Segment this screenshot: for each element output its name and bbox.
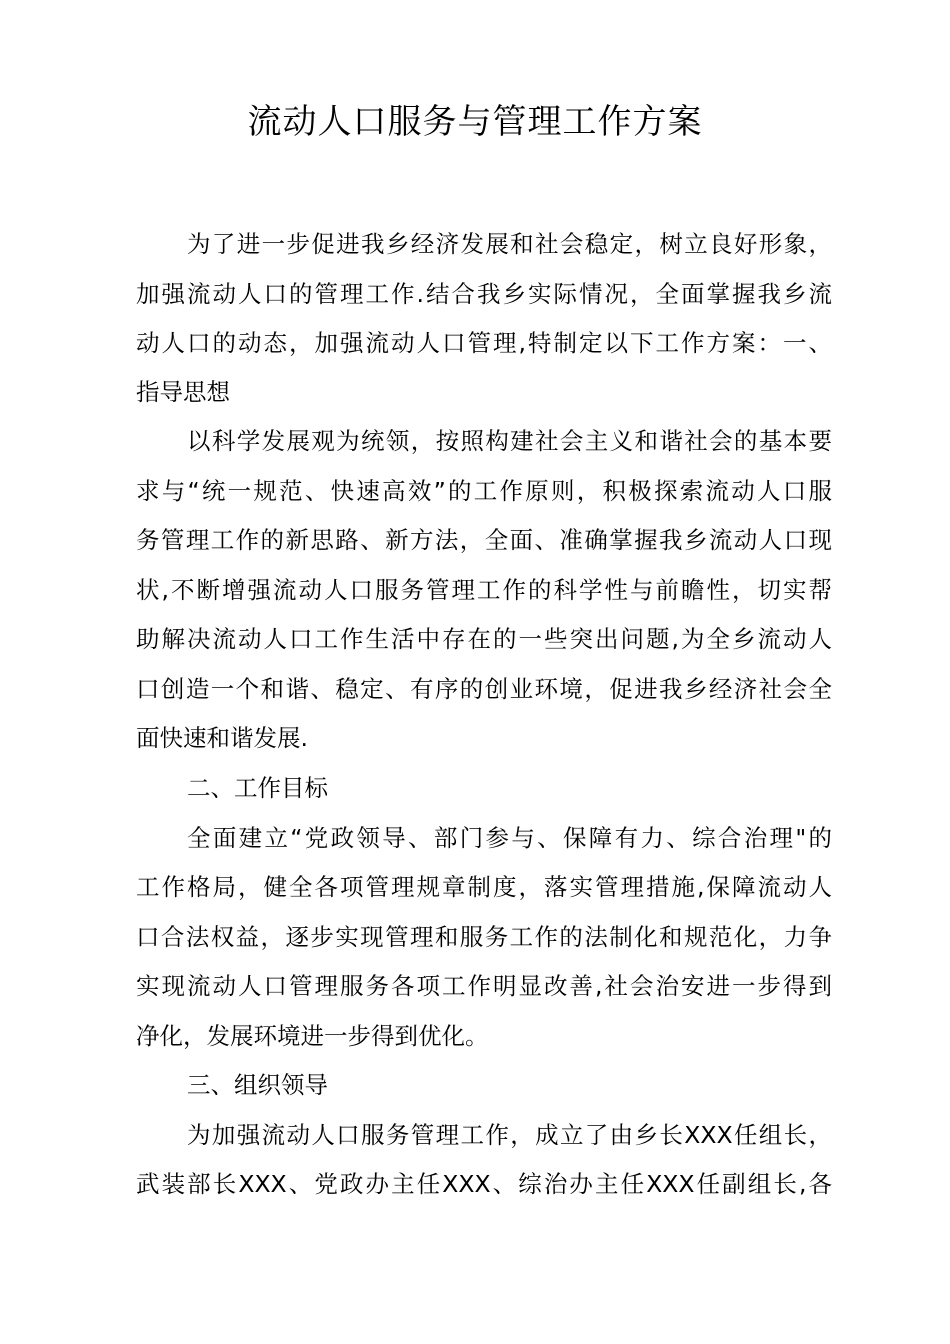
paragraph-line: 净化，发展环境进一步得到优化。 (136, 1022, 489, 1050)
paragraph-line: 工作格局，健全各项管理规章制度，落实管理措施,保障流动人 (136, 873, 832, 901)
paragraph-line: 动人口的动态，加强流动人口管理,特制定以下工作方案：一、 (136, 329, 832, 357)
paragraph-line: 助解决流动人口工作生活中存在的一些突出问题,为全乡流动人 (136, 625, 832, 653)
paragraph-line: 状,不断增强流动人口服务管理工作的科学性与前瞻性，切实帮 (136, 576, 832, 604)
paragraph-line: 实现流动人口管理服务各项工作明显改善,社会治安进一步得到 (136, 972, 832, 1000)
paragraph-line: 求与“统一规范、快速高效”的工作原则，积极探索流动人口服 (136, 477, 832, 505)
paragraph-line: 口合法权益，逐步实现管理和服务工作的法制化和规范化，力争 (136, 923, 832, 951)
paragraph-line: 加强流动人口的管理工作.结合我乡实际情况，全面掌握我乡流 (136, 280, 832, 308)
paragraph-line: 武装部长XXX、党政办主任XXX、综治办主任XXX任副组长,各 (136, 1170, 832, 1198)
section-heading: 三、组织领导 (187, 1071, 328, 1099)
section-heading: 指导思想 (136, 378, 230, 406)
paragraph-line: 口创造一个和谐、稳定、有序的创业环境，促进我乡经济社会全 (136, 675, 832, 703)
paragraph-line: 面快速和谐发展. (136, 724, 308, 752)
document-title: 流动人口服务与管理工作方案 (247, 102, 703, 142)
paragraph-line: 务管理工作的新思路、新方法，全面、准确掌握我乡流动人口现 (136, 526, 832, 554)
paragraph-line: 为加强流动人口服务管理工作，成立了由乡长XXX任组长， (187, 1121, 832, 1149)
paragraph-line: 全面建立“党政领导、部门参与、保障有力、综合治理"的 (187, 824, 832, 852)
paragraph-line: 为了进一步促进我乡经济发展和社会稳定，树立良好形象， (187, 230, 832, 258)
paragraph-line: 以科学发展观为统领，按照构建社会主义和谐社会的基本要 (187, 427, 832, 455)
section-heading: 二、工作目标 (187, 774, 328, 802)
